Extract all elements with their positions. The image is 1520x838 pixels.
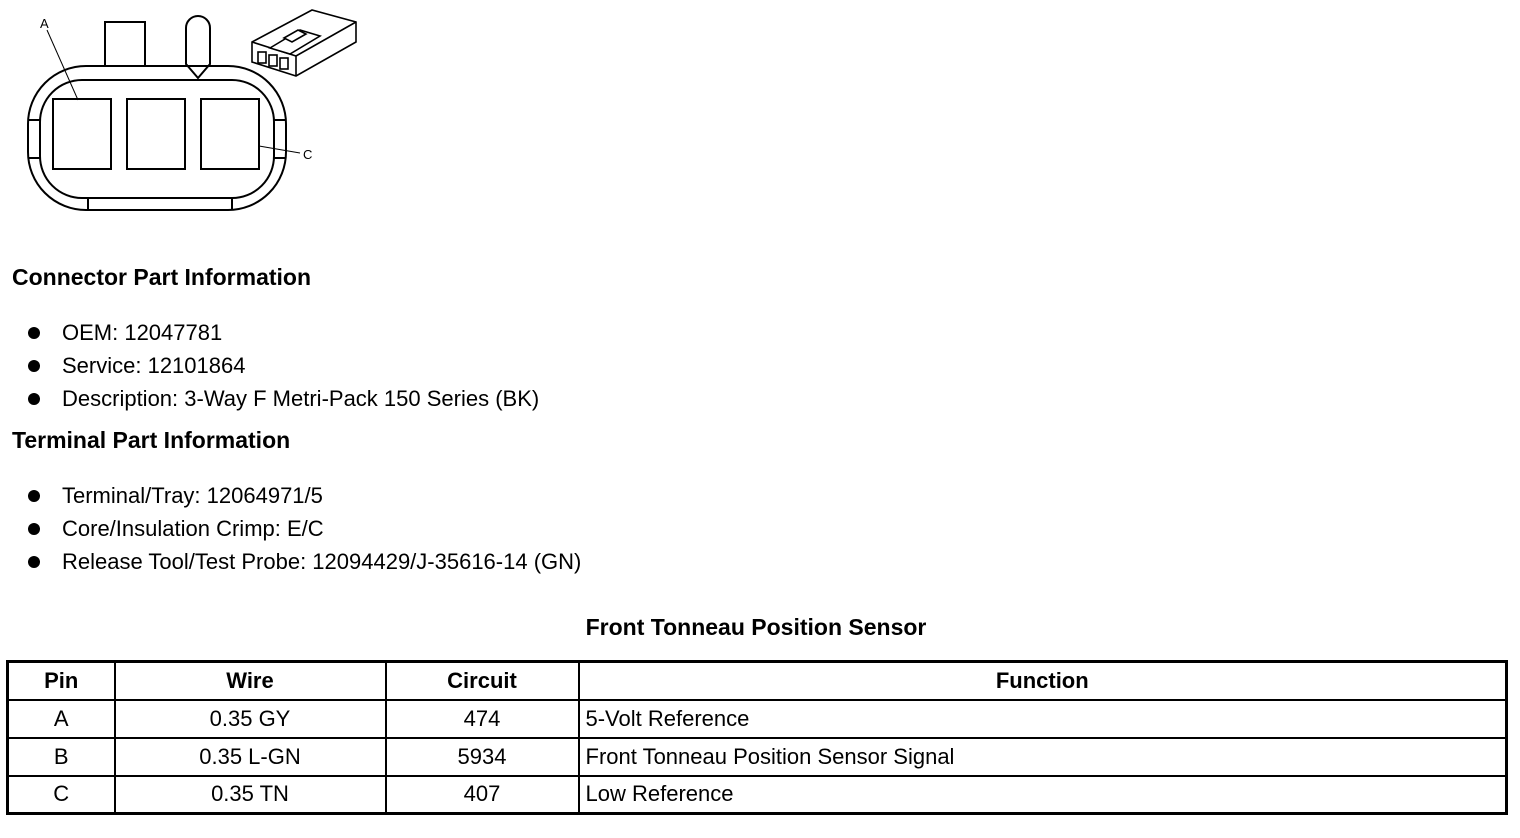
table-header-row	[8, 662, 1507, 700]
pin-label-a: A	[40, 16, 49, 31]
pin-label-c: C	[303, 147, 313, 162]
header-circuit: Circuit	[386, 662, 579, 700]
table-title: Front Tonneau Position Sensor	[585, 614, 927, 640]
connector-face-diagram	[0, 0, 380, 230]
cell-function: 5-Volt Reference	[579, 700, 1507, 738]
cell-circuit: 5934	[386, 738, 579, 776]
pinout-table	[6, 660, 1508, 815]
connector-service: Service: 12101864	[62, 353, 246, 378]
list-item	[28, 512, 581, 545]
bullet-icon	[28, 490, 40, 502]
connector-oem: OEM: 12047781	[62, 320, 223, 345]
connector-housing-icon	[252, 10, 356, 76]
table-row	[8, 738, 1507, 776]
header-function: Function	[579, 662, 1507, 700]
terminal-info-title: Terminal Part Information	[12, 427, 291, 453]
list-item	[28, 545, 581, 578]
connector-info-title: Connector Part Information	[12, 264, 312, 290]
table-row	[8, 700, 1507, 738]
cell-wire: 0.35 L-GN	[115, 738, 386, 776]
bullet-icon	[28, 360, 40, 372]
connector-info-list	[28, 316, 539, 415]
cell-pin: B	[8, 738, 115, 776]
cell-wire: 0.35 GY	[115, 700, 386, 738]
header-wire: Wire	[115, 662, 386, 700]
cell-function: Low Reference	[579, 776, 1507, 814]
list-item	[28, 349, 539, 382]
terminal-crimp: Core/Insulation Crimp: E/C	[62, 516, 324, 541]
list-item	[28, 479, 581, 512]
terminal-info-list	[28, 479, 581, 578]
list-item	[28, 316, 539, 349]
cell-pin: C	[8, 776, 115, 814]
cell-pin: A	[8, 700, 115, 738]
bullet-icon	[28, 556, 40, 568]
table-row	[8, 776, 1507, 814]
terminal-tray: Terminal/Tray: 12064971/5	[62, 483, 323, 508]
cell-function: Front Tonneau Position Sensor Signal	[579, 738, 1507, 776]
list-item	[28, 382, 539, 415]
cell-circuit: 474	[386, 700, 579, 738]
cell-wire: 0.35 TN	[115, 776, 386, 814]
bullet-icon	[28, 523, 40, 535]
connector-description: Description: 3-Way F Metri-Pack 150 Series (BK)	[62, 386, 540, 411]
header-pin: Pin	[8, 662, 115, 700]
cell-circuit: 407	[386, 776, 579, 814]
bullet-icon	[28, 393, 40, 405]
terminal-release-tool: Release Tool/Test Probe: 12094429/J-35616-14 (GN)	[62, 549, 582, 574]
bullet-icon	[28, 327, 40, 339]
